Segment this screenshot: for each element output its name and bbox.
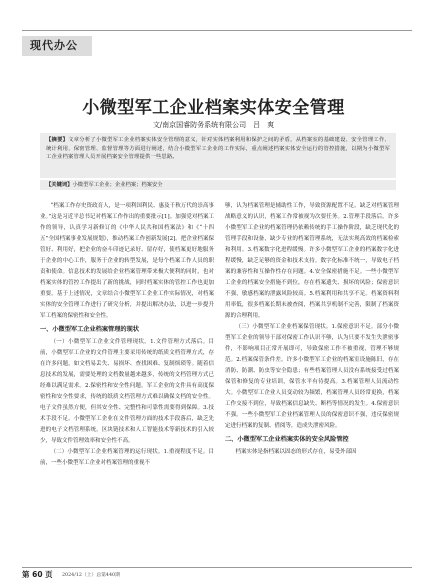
paragraph: （三）小微型军工企业档案保管现状。1.保密意识不足。部分小微型军工企业的领导干部对保密工作认识不够，认为只要不发生失泄密事件，不影响项目正常开展即可，导致保密工作不被重视，管理不够规范。2.档案保管条件差。许多小微型军工企业的档案室设施陈旧，存在消防、防潮、防虫等安全隐患；有些档案管理人员没有系统接受过档案保管和修复的专业培训，保管水平有待提高。3.档案管理人员流动性大。小微型军工企业人员变动较为频繁，档案管理人员经常更换，档案工作交接不到位，导致档案信息缺失、断档等情况的发生。4.保密意识不强。一些小微型军工企业档案管理人员的保密意识不强，违反保密规定进行档案的复制、借阅等，造成失泄密风险。 [225, 324, 399, 429]
keywords-label: 【关键词】 [46, 182, 73, 188]
article-title: 小微型军工企业档案实体安全管理 [82, 98, 345, 118]
issue-info: 2024/12（上）总第440期 [62, 573, 120, 578]
abstract-box [40, 133, 396, 178]
abstract-label: 【摘要】 [46, 137, 69, 143]
header-rule [22, 30, 412, 31]
keywords-box [40, 180, 396, 190]
keywords-text: 小微型军工企业；企业档案；档案安全 [72, 182, 163, 188]
paragraph: 档案实体是指档案以固态的形式存在，易受外部因 [235, 449, 357, 455]
section-heading: 一、小微型军工企业档案管理的现状 [40, 326, 139, 333]
paragraph: （一）小微型军工企业文件管理现状。1.文件管理方式落后。目前，小微型军工企业的文件管理主要采用传统的纸质文档管理方式，存在许多问题，如文档易丢失、易损坏、查找困难、复制烦琐等。随着信息技术的发展，需要处理的文档数量越来越多，传统的文档管理方式已经难以满足需求。2.保密性和安全性问题。军工企业的文件具有高度保密性和安全性要求，传统的纸质文档管理方式难以确保文档的安全性。电子文件虽然方便，但其安全性、完整性和可靠性需要得到保障。3.技术手段不足。小微型军工企业在文件管理方面的技术手段落后，缺乏先进的电子文档管理系统，区块链技术和人工智能技术等新技术的引入较少，导致文件管理效率和安全性不高。 [40, 339, 214, 444]
paragraph: （二）小微型军工企业档案管理的运行现状。1.重视程度不足。目前，一些小微型军工企业对档案管理的重视不 [40, 449, 214, 466]
article-author: 文/南京国睿防务系统有限公司 吕 爽 [152, 121, 275, 129]
abstract-text: 文章分析了小微型军工企业档案实体安全管理的意义，针对实体档案利用和保护之间的矛盾，从档案室的基础建设、安全管理工作、统计利用、保密管理、监督管理等方面进行阐述，结合小微型军工企业的工作实际，重点阐述档案实体安全运行的管控措施，以期为小微型军工企业档案管理人员开展档案安全管理提供一些思路。 [46, 137, 390, 161]
page-number: 第 60 页 [22, 570, 53, 579]
footer-rule [22, 567, 412, 568]
paragraph: “档案工作存史资政育人，是一项利国利民、惠及千秋万代的崇高事业。”这是习近平总书记对档案工作作出的重要批示[1]。加强党对档案工作的领导，认真学习新修订的《中华人民共和国档案法》和《“十四五”全国档案事业发展规划》，推动档案工作创新发展[2]。把企业档案保管好、利用好，把企业的奋斗印迹记录好、留存好，使档案更好地服务于企业的中心工作，服务于企业的转型发展，是每个档案工作人员的职责和使命。信息技术的发展给企业档案管理带来极大便利的同时，也对档案实体的管控工作提出了新的挑战，同时档案实体的管控工作也更加重要。基于上述情况，文章结合小微型军工企业工作实际情况，对档案实体的安全管理工作进行了研究分析，并提出解决办法，以进一步提升军工档案的保密性和安全性。 [40, 203, 214, 319]
left-column [40, 201, 214, 469]
section-heading: 二、小微型军工企业档案实体的安全风险管控 [225, 436, 349, 443]
right-column [225, 201, 399, 458]
section-label: 现代办公 [22, 36, 92, 56]
paragraph: 够，认为档案管理是辅助性工作，导致资源配置不足。缺乏对档案管理战略意义的认识，档案工作常被视为次要任务。2.管理手段落后。许多小微型军工企业的档案管理仍依赖传统的手工操作阶段，缺乏现代化的管理手段和设备，缺少专业的档案管理系统，无法实现高效的档案检索和利用。3.档案数字化进程缓慢。许多小微型军工企业的档案数字化进程缓慢，缺乏足够的资金和技术支持。数字化标准不统一，导致电子档案的兼容性和互操作性存在问题。4.安全保密措施不足。一些小微型军工企业的档案安全措施不到位，存在档案遗失、损坏的风险；保密意识不强，敏感档案的泄露风险较高。5.档案利用和共享不足。档案资料利用率低，很多档案长期未被查阅，档案共享机制不完善，限制了档案资源的合理利用。 [225, 203, 399, 319]
